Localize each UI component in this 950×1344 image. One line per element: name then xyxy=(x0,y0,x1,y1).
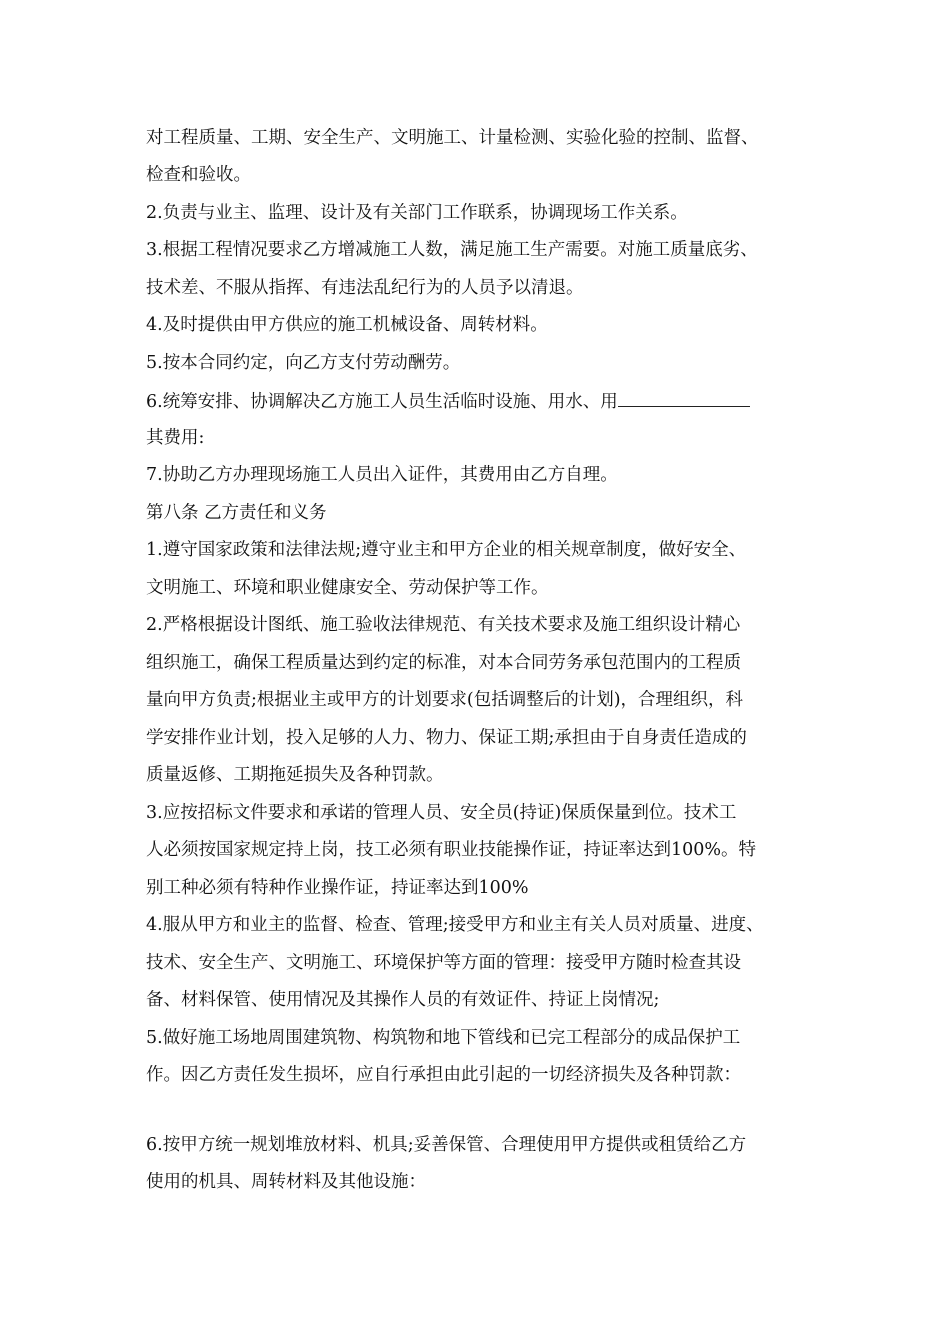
text-line: 别工种必须有特种作业操作证，持证率达到100% xyxy=(146,878,529,898)
section-heading: 第八条 乙方责任和义务 xyxy=(146,503,327,523)
text-line: 7.协助乙方办理现场施工人员出入证件，其费用由乙方自理。 xyxy=(146,465,618,485)
text-line: 对工程质量、工期、安全生产、文明施工、计量检测、实验化验的控制、监督、 xyxy=(146,128,759,148)
text-line: 人必须按国家规定持上岗，技工必须有职业技能操作证，持证率达到100%。特 xyxy=(146,840,757,860)
text-line: 学安排作业计划，投入足够的人力、物力、保证工期;承担由于自身责任造成的 xyxy=(146,728,747,748)
text-line: 组织施工，确保工程质量达到约定的标准，对本合同劳务承包范围内的工程质 xyxy=(146,653,741,673)
fill-in-blank xyxy=(618,388,750,407)
text-line: 技术差、不服从指挥、有违法乱纪行为的人员予以清退。 xyxy=(146,278,584,298)
text-line: 技术、安全生产、文明施工、环境保护等方面的管理：接受甲方随时检查其设 xyxy=(146,953,741,973)
text-line: 使用的机具、周转材料及其他设施： xyxy=(146,1172,426,1192)
text-line: 质量返修、工期拖延损失及各种罚款。 xyxy=(146,765,444,785)
text-line: 检查和验收。 xyxy=(146,165,251,185)
text-line-with-blank xyxy=(146,388,750,414)
text-line: 5.做好施工场地周围建筑物、构筑物和地下管线和已完工程部分的成品保护工 xyxy=(146,1028,741,1048)
text-line: 2.负责与业主、监理、设计及有关部门工作联系，协调现场工作关系。 xyxy=(146,203,688,223)
text-line: 4.服从甲方和业主的监督、检查、管理;接受甲方和业主有关人员对质量、进度、 xyxy=(146,915,764,935)
text-line: 量向甲方负责;根据业主或甲方的计划要求(包括调整后的计划)，合理组织，科 xyxy=(146,690,744,710)
text-line: 3.根据工程情况要求乙方增减施工人数，满足施工生产需要。对施工质量底劣、 xyxy=(146,240,758,260)
text-line: 文明施工、环境和职业健康安全、劳动保护等工作。 xyxy=(146,578,549,598)
text-line: 4.及时提供由甲方供应的施工机械设备、周转材料。 xyxy=(146,315,548,335)
text-line: 2.严格根据设计图纸、施工验收法律规范、有关技术要求及施工组织设计精心 xyxy=(146,615,741,635)
text-line: 6.按甲方统一规划堆放材料、机具;妥善保管、合理使用甲方提供或租赁给乙方 xyxy=(146,1135,747,1155)
text-line: 备、材料保管、使用情况及其操作人员的有效证件、持证上岗情况; xyxy=(146,990,660,1010)
text-line: 其费用: xyxy=(146,428,205,448)
text-segment: 6.统筹安排、协调解决乙方施工人员生活临时设施、用水、用 xyxy=(146,392,618,412)
text-line: 3.应按招标文件要求和承诺的管理人员、安全员(持证)保质保量到位。技术工 xyxy=(146,803,737,823)
text-line: 1.遵守国家政策和法律法规;遵守业主和甲方企业的相关规章制度，做好安全、 xyxy=(146,540,747,560)
text-line: 5.按本合同约定，向乙方支付劳动酬劳。 xyxy=(146,353,461,373)
text-line: 作。因乙方责任发生损坏，应自行承担由此引起的一切经济损失及各种罚款： xyxy=(146,1065,741,1085)
